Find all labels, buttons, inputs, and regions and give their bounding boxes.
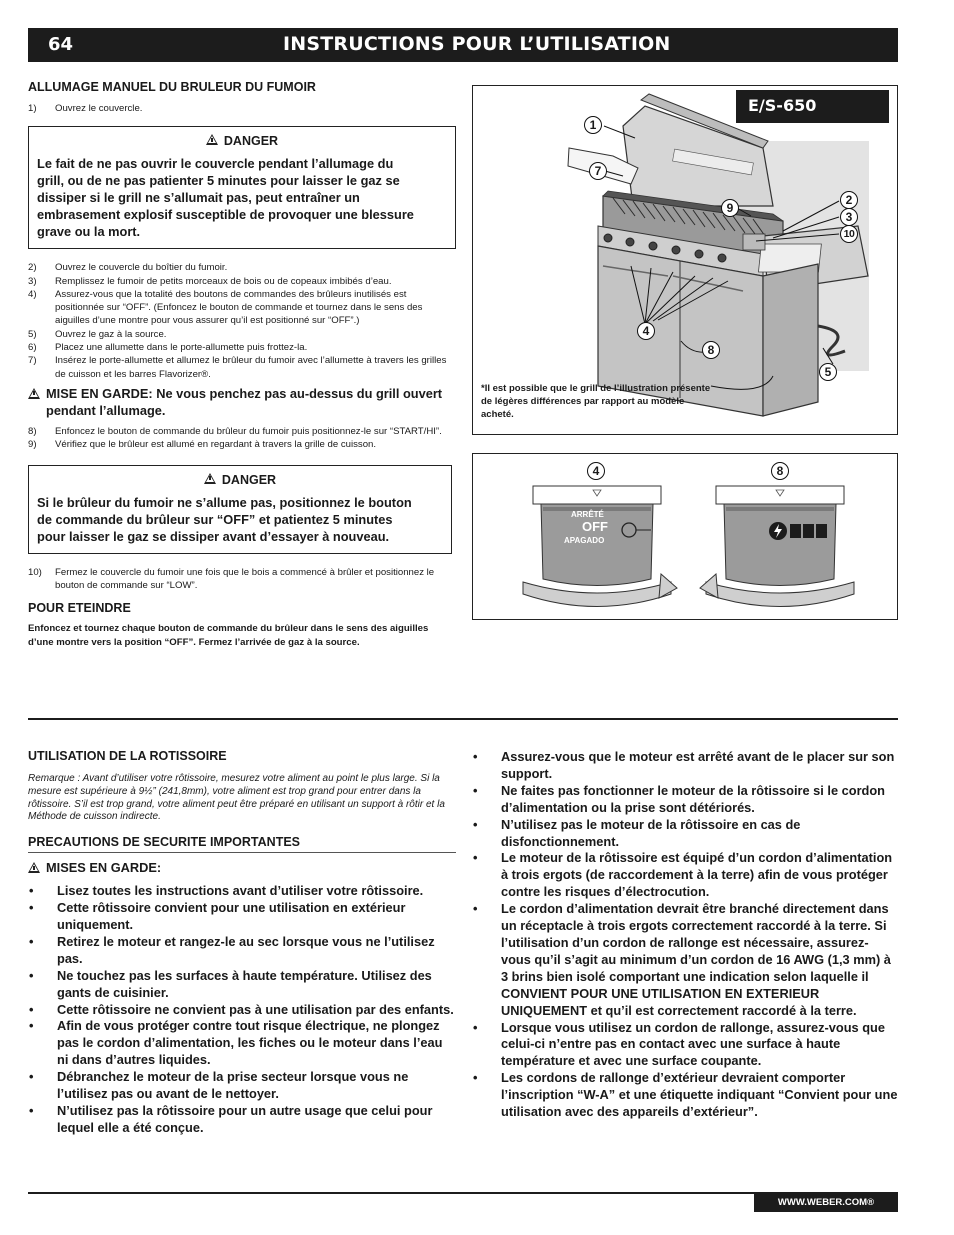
section-divider bbox=[28, 718, 898, 720]
steps-list bbox=[28, 102, 456, 115]
callout-9: 9 bbox=[721, 199, 739, 217]
step-item: 4) Assurez-vous que la totalité des boutons de commandes des brûleurs inutilisés est positionnée sur “OFF”. (Enfoncez le bouton de commande et tournez dans le sens des aiguilles d’une montre pour vous assurer qu’il est positionné sur “OFF”.) bbox=[28, 288, 423, 327]
rotisserie-section-continued bbox=[472, 749, 898, 1121]
warning-triangle-icon bbox=[204, 473, 216, 484]
safety-item: • Le cordon d’alimentation devrait être branché directement dans un réceptacle à trois ergots correctement raccordé à la terre. Si l’utilisation d’un cordon de rallonge est nécessaire, assurez-vous qu’il s’agit au minimum d’un cordon de 16 AWG (1,3 mm) à 3 brins bien isolé comportant une indication selon laquelle il CONVIENT POUR UNE UTILISATION EN EXTERIEUR UNIQUEMENT et qu’il est correctement raccordé à la terre. bbox=[472, 901, 898, 1019]
step-item: 9) Vérifiez que le brûleur est allumé en regardant à travers la grille de cuisson. bbox=[28, 439, 377, 451]
warning-text: MISE EN GARDE: Ne vous penchez pas au-dessus du grill ouvert pendant l’allumage. bbox=[46, 385, 443, 418]
callout-10: 10 bbox=[840, 225, 858, 243]
callout-3: 3 bbox=[840, 208, 858, 226]
website-link[interactable]: WWW.WEBER.COM® bbox=[754, 1194, 898, 1212]
safety-item: • Lorsque vous utilisez un cordon de rallonge, assurez-vous que celui-ci n’entre pas en contact avec une surface à haute température et avec une surface coupante. bbox=[472, 1020, 898, 1071]
figure-note: *Il est possible que le grill de l’illustration présente de légères différences par rapport au modèle acheté. bbox=[481, 383, 711, 420]
knob-illustration bbox=[472, 453, 898, 620]
safety-item: • Les cordons de rallonge d’extérieur devraient comporter l’inscription “W-A” et une étiquette indiquant “Convient pour une utilisation avec des appareils d’extérieur”. bbox=[472, 1070, 898, 1121]
step-item: 2) Ouvrez le couvercle du boîtier du fumoir. bbox=[28, 262, 228, 274]
knob-start bbox=[716, 486, 844, 586]
section-title-smoker: ALLUMAGE MANUEL DU BRULEUR DU FUMOIR bbox=[28, 80, 316, 94]
safety-item: • Ne touchez pas les surfaces à haute température. Utilisez des gants de cuisinier. bbox=[28, 968, 456, 1002]
page-number: 64 bbox=[48, 34, 74, 55]
step-item: 3) Remplissez le fumoir de petits morceaux de bois ou de copeaux imbibés d’eau. bbox=[28, 275, 392, 287]
danger-text: Si le brûleur du fumoir ne s’allume pas, positionnez le bouton de commande du brûleur sur “OFF” et patientez 5 minutes pour laisser le gaz se dissiper avant d’essayer à nouveau. bbox=[37, 494, 412, 544]
smoker-lighting-section bbox=[28, 80, 456, 649]
safety-item: • N’utilisez pas le moteur de la rôtissoire en cas de disfonctionnement. bbox=[472, 817, 898, 851]
warning-note bbox=[28, 385, 456, 419]
steps-list bbox=[28, 261, 456, 381]
step-item: 1) Ouvrez le couvercle. bbox=[28, 103, 143, 114]
step-item: 10) Fermez le couvercle du fumoir une fois que le bois a commencé à brûler et positionnez le bouton de commande sur “LOW”. bbox=[28, 566, 435, 591]
warning-triangle-icon bbox=[206, 134, 218, 145]
section-title-precautions: PRECAUTIONS DE SECURITE IMPORTANTES bbox=[28, 835, 456, 853]
warning-triangle-icon bbox=[28, 388, 40, 399]
safety-item: • Ne faites pas fonctionner le moteur de la rôtissoire si le cordon d’alimentation ou la prise sont détériorés. bbox=[472, 783, 898, 817]
callout-4: 4 bbox=[587, 462, 605, 480]
safety-item: • Débranchez le moteur de la prise secteur lorsque vous ne l’utilisez pas ou avant de le nettoyer. bbox=[28, 1069, 456, 1103]
safety-item: • Cette rôtissoire ne convient pas à une utilisation par des enfants. bbox=[28, 1002, 456, 1019]
safety-item: • Lisez toutes les instructions avant d’utiliser votre rôtissoire. bbox=[28, 883, 456, 900]
danger-box bbox=[28, 126, 456, 249]
knob-label-apagado: APAGADO bbox=[564, 536, 605, 545]
safety-list-left bbox=[28, 883, 456, 1137]
safety-item: • N’utilisez pas la rôtissoire pour un autre usage que celui pour lequel elle a été conçue. bbox=[28, 1103, 456, 1137]
step-item: 8) Enfoncez le bouton de commande du brûleur du fumoir puis positionnez-le sur “START/HI”. bbox=[28, 425, 442, 437]
off-instructions: Enfoncez et tournez chaque bouton de commande du brûleur dans le sens des aiguilles d’une montre vers la position “OFF”. Fermez l’arrivée de gaz à la source. bbox=[28, 623, 429, 648]
steps-list bbox=[28, 425, 456, 452]
callout-1: 1 bbox=[584, 116, 602, 134]
steps-list bbox=[28, 566, 456, 593]
page-title: INSTRUCTIONS POUR L’UTILISATION bbox=[283, 33, 671, 55]
danger-text: Le fait de ne pas ouvrir le couvercle pendant l’allumage du grill, ou de ne pas patienter 5 minutes pour laisser le gaz se dissiper si le grill ne s’allumait pas, peut entraîner un embrasement explosif susceptible de provoquer une blessure grave ou la mort. bbox=[37, 156, 414, 240]
step-item: 7) Insérez le porte-allumette et allumez le brûleur du fumoir avec l’allumette à travers les grilles de cuisson et les barres Flavorizer®. bbox=[28, 355, 447, 380]
danger-box bbox=[28, 465, 452, 554]
warning-triangle-icon bbox=[28, 862, 40, 873]
step-item: 6) Placez une allumette dans le porte-allumette puis frottez-la. bbox=[28, 342, 308, 354]
callout-4: 4 bbox=[637, 322, 655, 340]
safety-item: • Le moteur de la rôtissoire est équipé d’un cordon d’alimentation à trois ergots (de raccordement à la terre) afin de vous protéger contre les risques d’électrocution. bbox=[472, 850, 898, 901]
safety-item: • Assurez-vous que le moteur est arrêté avant de le placer sur son support. bbox=[472, 749, 898, 783]
knob-label-off: OFF bbox=[582, 519, 608, 534]
warnings-heading: MISES EN GARDE: bbox=[28, 859, 456, 876]
rotisserie-section bbox=[28, 749, 456, 1137]
callout-2: 2 bbox=[840, 191, 858, 209]
safety-item: • Retirez le moteur et rangez-le au sec lorsque vous ne l’utilisez pas. bbox=[28, 934, 456, 968]
page-header bbox=[28, 28, 898, 62]
grill-illustration bbox=[472, 85, 898, 435]
danger-title: DANGER bbox=[223, 134, 279, 149]
callout-8: 8 bbox=[771, 462, 789, 480]
safety-list-right bbox=[472, 749, 898, 1121]
model-badge: E/S-650 bbox=[736, 90, 889, 123]
safety-item: • Cette rôtissoire convient pour une utilisation en extérieur uniquement. bbox=[28, 900, 456, 934]
danger-title: DANGER bbox=[221, 472, 277, 487]
section-title-rotisserie: UTILISATION DE LA ROTISSOIRE bbox=[28, 749, 227, 763]
section-title-off: POUR ETEINDRE bbox=[28, 601, 131, 616]
callout-7: 7 bbox=[589, 162, 607, 180]
knob-label-arrete: ARRÊTÉ bbox=[571, 510, 604, 519]
callout-8: 8 bbox=[702, 341, 720, 359]
knob-drawing bbox=[473, 454, 897, 619]
step-item: 5) Ouvrez le gaz à la source. bbox=[28, 328, 167, 340]
rotisserie-remark: Remarque : Avant d’utiliser votre rôtissoire, mesurez votre aliment au point le plus large. Si la mesure est supérieure à 9½” (241,8mm), votre aliment est trop grand pour entrer dans la rôtissoire. S’il est trop grand, votre aliment peut être préparé en utilisant un support à rôtir et la Méthode de cuisson indirecte. bbox=[28, 773, 445, 823]
callout-5: 5 bbox=[819, 363, 837, 381]
safety-item: • Afin de vous protéger contre tout risque électrique, ne plongez pas le cordon d’alimentation, les fiches ou le moteur dans l’eau ni dans d’autres liquides. bbox=[28, 1018, 456, 1069]
